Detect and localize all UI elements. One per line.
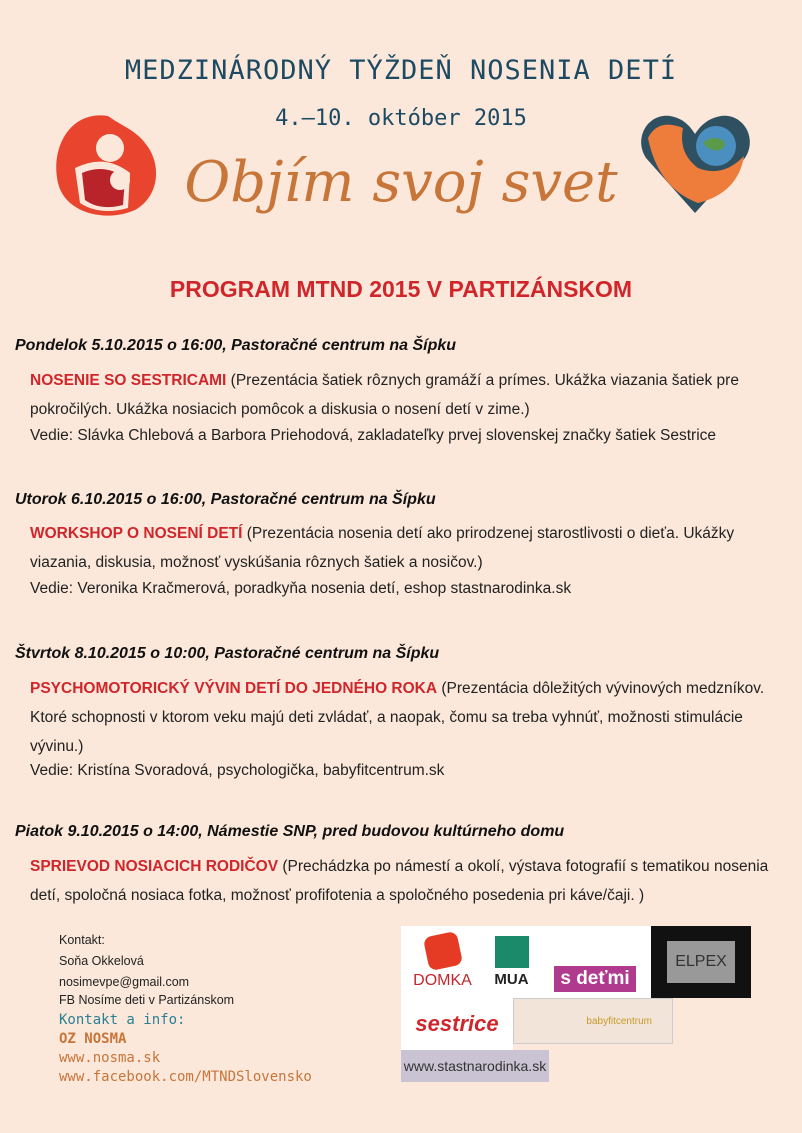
event-4-name: SPRIEVOD NOSIACICH RODIČOV (30, 858, 279, 875)
elpex-logo (651, 926, 751, 998)
event-3-description (30, 674, 780, 761)
contact-label: Kontakt: (59, 933, 105, 947)
mua-text: MUA (494, 971, 529, 988)
org-name: OZ NOSMA (59, 1031, 127, 1047)
program-heading: PROGRAM MTND 2015 V PARTIZÁNSKOM (169, 276, 633, 302)
event-2-day: Utorok 6.10.2015 o 16:00, Pastoračné centrum na Šípku (15, 491, 436, 508)
contact-email[interactable]: nosimevpe@gmail.com (59, 975, 190, 989)
event-1-day: Pondelok 5.10.2015 o 16:00, Pastoračné centrum na Šípku (15, 337, 457, 354)
event-1-description (30, 366, 780, 424)
mua-emblem-icon (495, 936, 529, 968)
event-4-day: Piatok 9.10.2015 o 14:00, Námestie SNP, pred budovou kultúrneho domu (15, 823, 565, 840)
event-3-day: Štvrtok 8.10.2015 o 10:00, Pastoračné centrum na Šípku (15, 645, 440, 662)
info-label: Kontakt a info: (59, 1012, 186, 1028)
event-3-lead: Vedie: Kristína Svoradová, psychologička, babyfitcentrum.sk (30, 762, 445, 779)
poster-title: MEDZINÁRODNÝ TÝŽDEŇ NOSENIA DETÍ (124, 55, 678, 86)
sdetmi-logo (539, 926, 651, 998)
event-2-text: (Prezentácia nosenia detí ako prirodzenej starostlivosti o dieťa. Ukážky viazania, diskusia, možnosť vyskúšania rôznych šatiek a nosičov.) (30, 525, 735, 571)
contact-block (59, 930, 312, 1087)
sponsor-logos (401, 926, 751, 1082)
event-4-description (30, 852, 780, 910)
event-3-text: (Prezentácia dôležitých vývinových medzníkov. Ktoré schopnosti v ktorom veku majú deti zvládať, a naopak, čomu sa treba vyhnúť, možnosti stimulácie vývinu.) (30, 680, 765, 755)
slogan: Objím svoj svet (184, 150, 618, 215)
domka-emblem-icon (422, 931, 462, 971)
event-2-name: WORKSHOP O NOSENÍ DETÍ (30, 525, 243, 542)
elpex-text: ELPEX (667, 941, 735, 983)
sdetmi-text: s deťmi (554, 966, 635, 992)
event-4-text: (Prechádzka po námestí a okolí, výstava fotografií s tematikou nosenia detí, spoločná nosiaca fotka, možnosť profifotenia a spoločného posedenia pri káve/čaji. ) (30, 858, 769, 904)
event-1-lead: Vedie: Slávka Chlebová a Barbora Priehodová, zakladateľky prvej slovenskej značky šatiek Sestrice (30, 427, 717, 444)
heart-world-logo-icon (638, 108, 753, 218)
event-1-name: NOSENIE SO SESTRICAMI (30, 372, 227, 389)
mua-logo (484, 926, 539, 998)
sestrice-logo: sestrice (401, 998, 513, 1050)
contact-fb: FB Nosíme deti v Partizánskom (59, 993, 235, 1007)
event-2-lead: Vedie: Veronika Kračmerová, poradkyňa nosenia detí, eshop stastnarodinka.sk (30, 580, 572, 597)
event-3-name: PSYCHOMOTORICKÝ VÝVIN DETÍ DO JEDNÉHO ROKA (30, 680, 438, 697)
babyfitcentrum-logo: babyfitcentrum (513, 998, 673, 1044)
stastnarodinka-logo: www.stastnarodinka.sk (401, 1050, 549, 1082)
event-2-description (30, 519, 780, 577)
website-link[interactable]: www.nosma.sk (59, 1050, 161, 1066)
event-dates: 4.–10. október 2015 (275, 106, 527, 131)
contact-name: Soňa Okkelová (59, 954, 144, 968)
facebook-link[interactable]: www.facebook.com/MTNDSlovensko (59, 1069, 312, 1085)
event-1-text: (Prezentácia šatiek rôznych gramáží a prímes. Ukážka viazania šatiek pre pokročilých. Ukážka nosiacich pomôcok a diskusia o nosení detí v zime.) (30, 372, 739, 418)
domka-logo (401, 926, 484, 998)
domka-text: DOMKA (413, 972, 472, 989)
